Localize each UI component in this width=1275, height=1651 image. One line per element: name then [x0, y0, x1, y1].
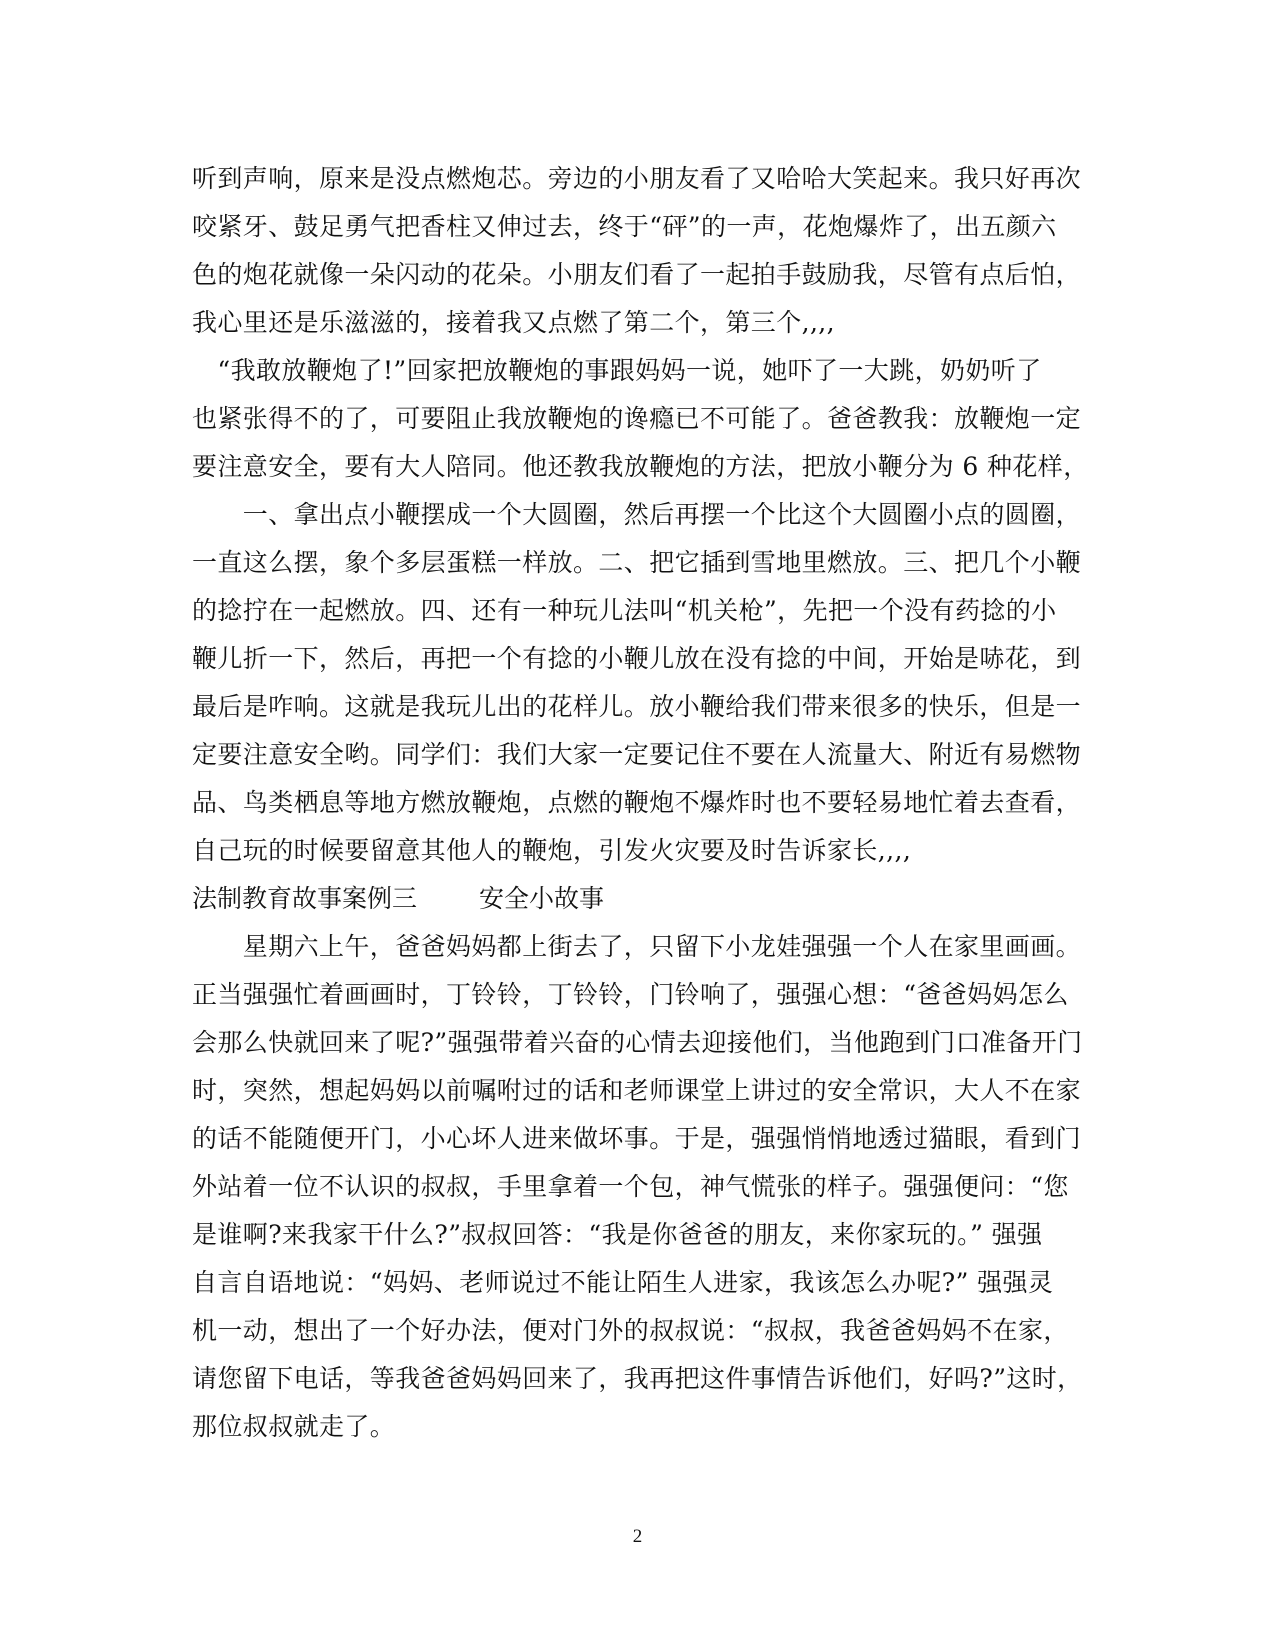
text-line: “我敢放鞭炮了!”回家把放鞭炮的事跟妈妈一说，她吓了一大跳，奶奶听了 [192, 356, 1042, 385]
text-line: 星期六上午，爸爸妈妈都上街去了，只留下小龙娃强强一个人在家里画画。 [192, 932, 1082, 961]
text-line: 定要注意安全哟。同学们：我们大家一定要记住不要在人流量大、附近有易燃物 [192, 740, 1082, 769]
heading-subtitle: 安全小故事 [479, 884, 605, 913]
text-line: 要注意安全，要有大人陪同。他还教我放鞭炮的方法，把放小鞭分为 6 种花样， [192, 452, 1089, 481]
text-line: 的捻拧在一起燃放。四、还有一种玩儿法叫“机关枪”，先把一个没有药捻的小 [192, 596, 1057, 625]
text-line: 色的炮花就像一朵闪动的花朵。小朋友们看了一起拍手鼓励我，尽管有点后怕， [192, 260, 1082, 289]
text-line: 品、鸟类栖息等地方燃放鞭炮，点燃的鞭炮不爆炸时也不要轻易地忙着去查看， [192, 788, 1082, 817]
section-heading [192, 875, 1082, 923]
document-body [192, 155, 1089, 1451]
text-line: 咬紧牙、鼓足勇气把香柱又伸过去，终于“砰”的一声，花炮爆炸了，出五颜六 [192, 212, 1057, 241]
text-line: 自言自语地说：“妈妈、老师说过不能让陌生人进家，我该怎么办呢?” 强强灵 [192, 1268, 1054, 1297]
text-line: 鞭儿折一下，然后，再把一个有捻的小鞭儿放在没有捻的中间，开始是哧花，到 [192, 644, 1082, 673]
text-line: 听到声响，原来是没点燃炮芯。旁边的小朋友看了又哈哈大笑起来。我只好再次 [192, 164, 1082, 193]
text-line: 也紧张得不的了，可要阻止我放鞭炮的谗瘾已不可能了。爸爸教我：放鞭炮一定 [192, 404, 1082, 433]
section-firecracker-story [192, 155, 1089, 875]
text-line: 那位叔叔就走了。 [192, 1412, 396, 1441]
text-line: 请您留下电话，等我爸爸妈妈回来了，我再把这件事情告诉他们，好吗?”这时， [192, 1364, 1083, 1393]
section-safety-story [192, 923, 1082, 1451]
page-number: 2 [632, 1526, 643, 1547]
text-line: 正当强强忙着画画时，丁铃铃，丁铃铃，门铃响了，强强心想：“爸爸妈妈怎么 [192, 980, 1069, 1009]
text-line: 一直这么摆，象个多层蛋糕一样放。二、把它插到雪地里燃放。三、把几个小鞭 [192, 548, 1082, 577]
text-line: 会那么快就回来了呢?”强强带着兴奋的心情去迎接他们，当他跑到门口准备开门 [192, 1028, 1083, 1057]
text-line: 一、拿出点小鞭摆成一个大圆圈，然后再摆一个比这个大圆圈小点的圆圈， [192, 500, 1082, 529]
text-line: 我心里还是乐滋滋的，接着我又点燃了第二个，第三个,,,, [192, 308, 835, 337]
text-line: 是谁啊?来我家干什么?”叔叔回答：“我是你爸爸的朋友，来你家玩的。” 强强 [192, 1220, 1043, 1249]
text-line: 自己玩的时候要留意其他人的鞭炮，引发火灾要及时告诉家长,,,, [192, 836, 912, 865]
text-line: 时，突然，想起妈妈以前嘱咐过的话和老师课堂上讲过的安全常识，大人不在家 [192, 1076, 1082, 1105]
text-line: 最后是咋响。这就是我玩儿出的花样儿。放小鞭给我们带来很多的快乐，但是一 [192, 692, 1082, 721]
text-line: 的话不能随便开门，小心坏人进来做坏事。于是，强强悄悄地透过猫眼，看到门 [192, 1124, 1082, 1153]
text-line: 外站着一位不认识的叔叔，手里拿着一个包，神气慌张的样子。强强便问：“您 [192, 1172, 1069, 1201]
heading-title: 法制教育故事案例三 [192, 884, 418, 913]
text-line: 机一动，想出了一个好办法，便对门外的叔叔说：“叔叔，我爸爸妈妈不在家， [192, 1316, 1069, 1345]
